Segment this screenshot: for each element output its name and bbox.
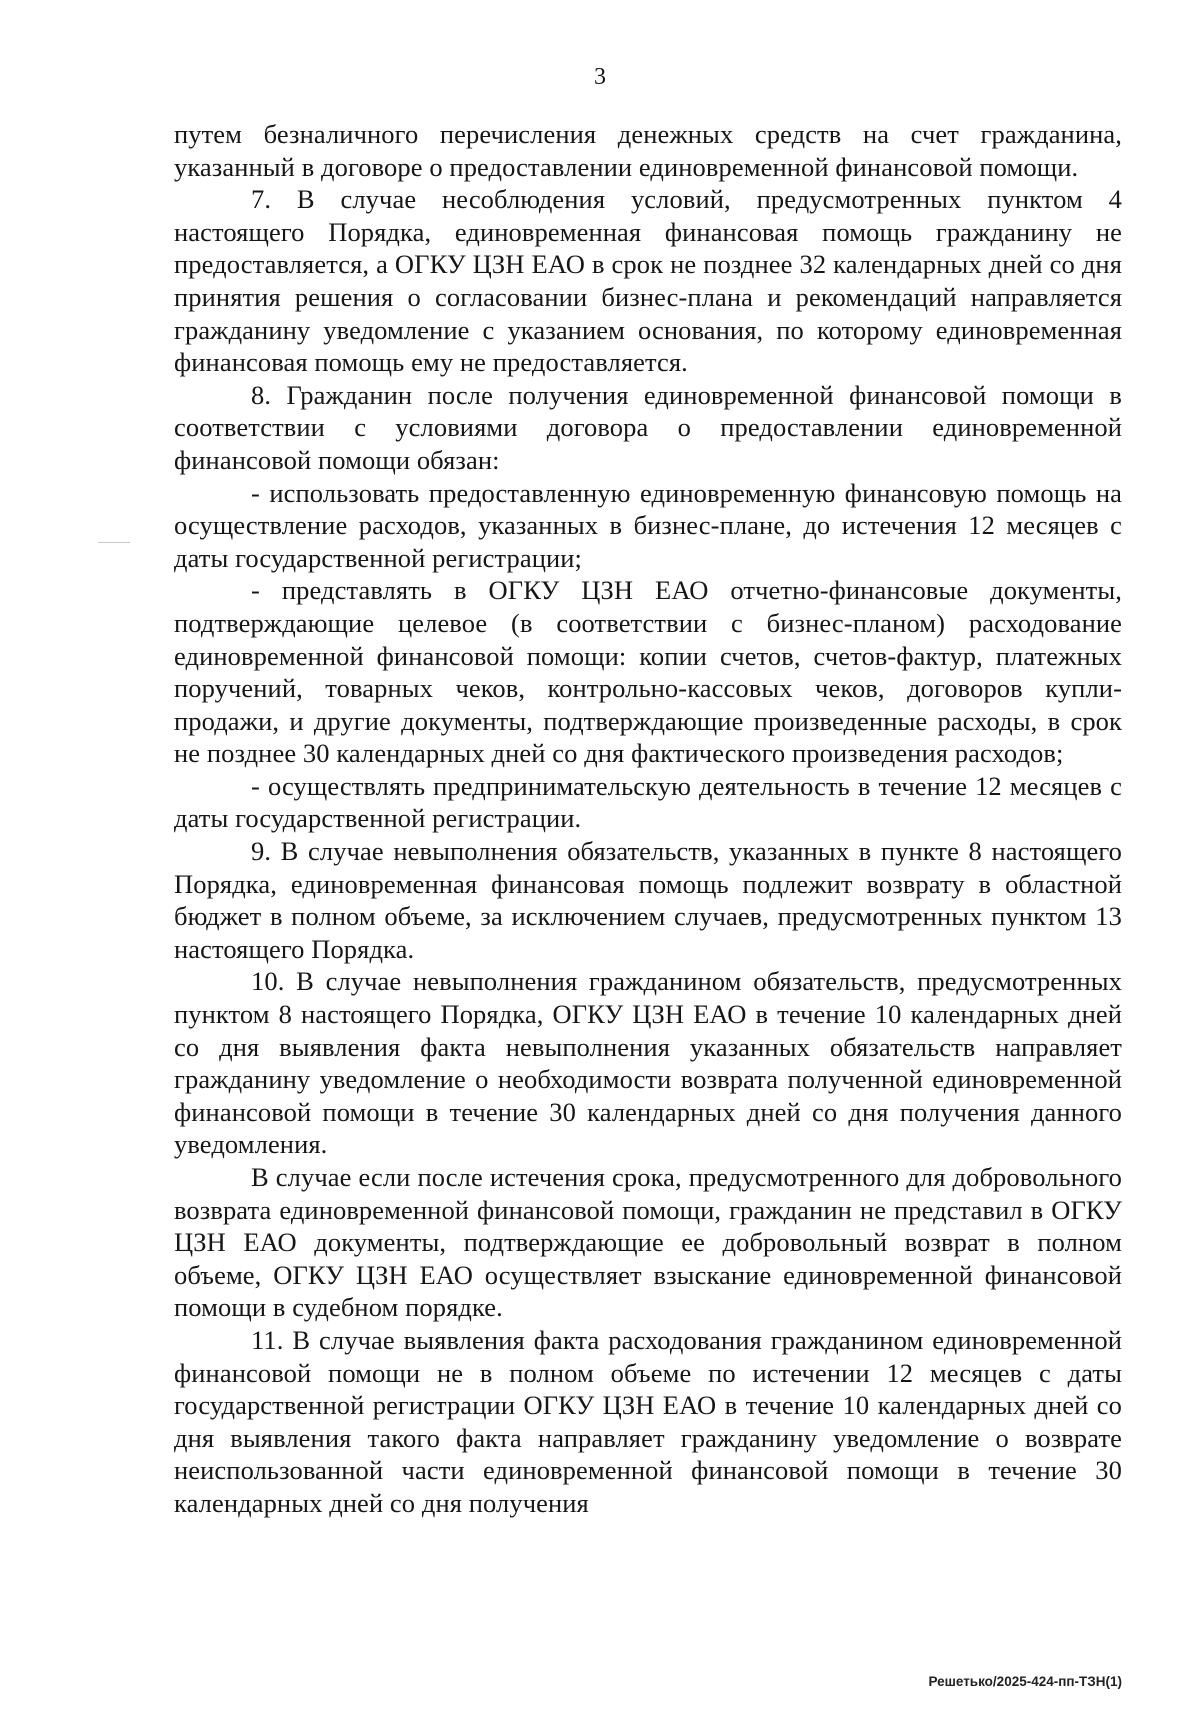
scan-margin-mark [98,542,130,543]
document-body [174,118,1122,1520]
paragraph-item-10: 10. В случае невыполнения гражданином обязательств, предусмотренных пунктом 8 настоящего Порядка, ОГКУ ЦЗН ЕАО в течение 10 календарных дней со дня выявления факта невыполнения указанных обязательств направляет гражданину уведомление о необходимости возврата полученной единовременной финансовой помощи в течение 30 календарных дней со дня получения данного уведомления. [174,966,1122,1160]
paragraph-continuation: путем безналичного перечисления денежных средств на счет гражданина, указанный в договоре о предоставлении единовременной финансовой помощи. [174,119,1122,182]
paragraph-obligation-3: - осуществлять предпринимательскую деятельность в течение 12 месяцев с даты государственной регистрации. [174,770,1122,834]
paragraph-item-9: 9. В случае невыполнения обязательств, указанных в пункте 8 настоящего Порядка, единовременная финансовая помощь подлежит возврату в областной бюджет в полном объеме, за исключением случаев, предусмотренных пунктом 13 настоящего Порядка. [174,836,1122,964]
paragraph-obligation-1: - использовать предоставленную единовременную финансовую помощь на осуществление расходов, указанных в бизнес-плане, до истечения 12 месяцев с даты государственной регистрации; [174,477,1122,573]
page-number: 3 [594,64,606,90]
paragraph-item-7: 7. В случае несоблюдения условий, предусмотренных пунктом 4 настоящего Порядка, единовременная финансовая помощь гражданину не предоставляется, а ОГКУ ЦЗН ЕАО в срок не позднее 32 календарных дней со дня принятия решения о согласовании бизнес-плана и рекомендаций направляется гражданину уведомление с указанием основания, по которому единовременная финансовая помощь ему не предоставляется. [174,184,1122,378]
paragraph-obligation-2: - представлять в ОГКУ ЦЗН ЕАО отчетно-финансовые документы, подтверждающие целевое (в соответствии с бизнес-планом) расходование единовременной финансовой помощи: копии счетов, счетов-фактур, платежных поручений, товарных чеков, контрольно-кассовых чеков, договоров купли-продажи, и другие документы, подтверждающие произведенные расходы, в срок не позднее 30 календарных дней со дня фактического произведения расходов; [174,575,1122,769]
paragraph-item-11: 11. В случае выявления факта расходования гражданином единовременной финансовой помощи не в полном объеме по истечении 12 месяцев с даты государственной регистрации ОГКУ ЦЗН ЕАО в течение 10 календарных дней со дня выявления такого факта направляет гражданину уведомление о возврате неиспользованной части единовременной финансовой помощи в течение 30 календарных дней со дня получения [174,1324,1122,1518]
paragraph-item-10-continued: В случае если после истечения срока, предусмотренного для добровольного возврата единовременной финансовой помощи, гражданин не представил в ОГКУ ЦЗН ЕАО документы, подтверждающие ее добровольный возврат в полном объеме, ОГКУ ЦЗН ЕАО осуществляет взыскание единовременной финансовой помощи в судебном порядке. [174,1162,1122,1323]
document-footer-code: Решетько/2025-424-пп-ТЗН(1) [928,1674,1122,1689]
paragraph-item-8: 8. Гражданин после получения единовременной финансовой помощи в соответствии с условиями договора о предоставлении единовременной финансовой помощи обязан: [174,379,1122,475]
